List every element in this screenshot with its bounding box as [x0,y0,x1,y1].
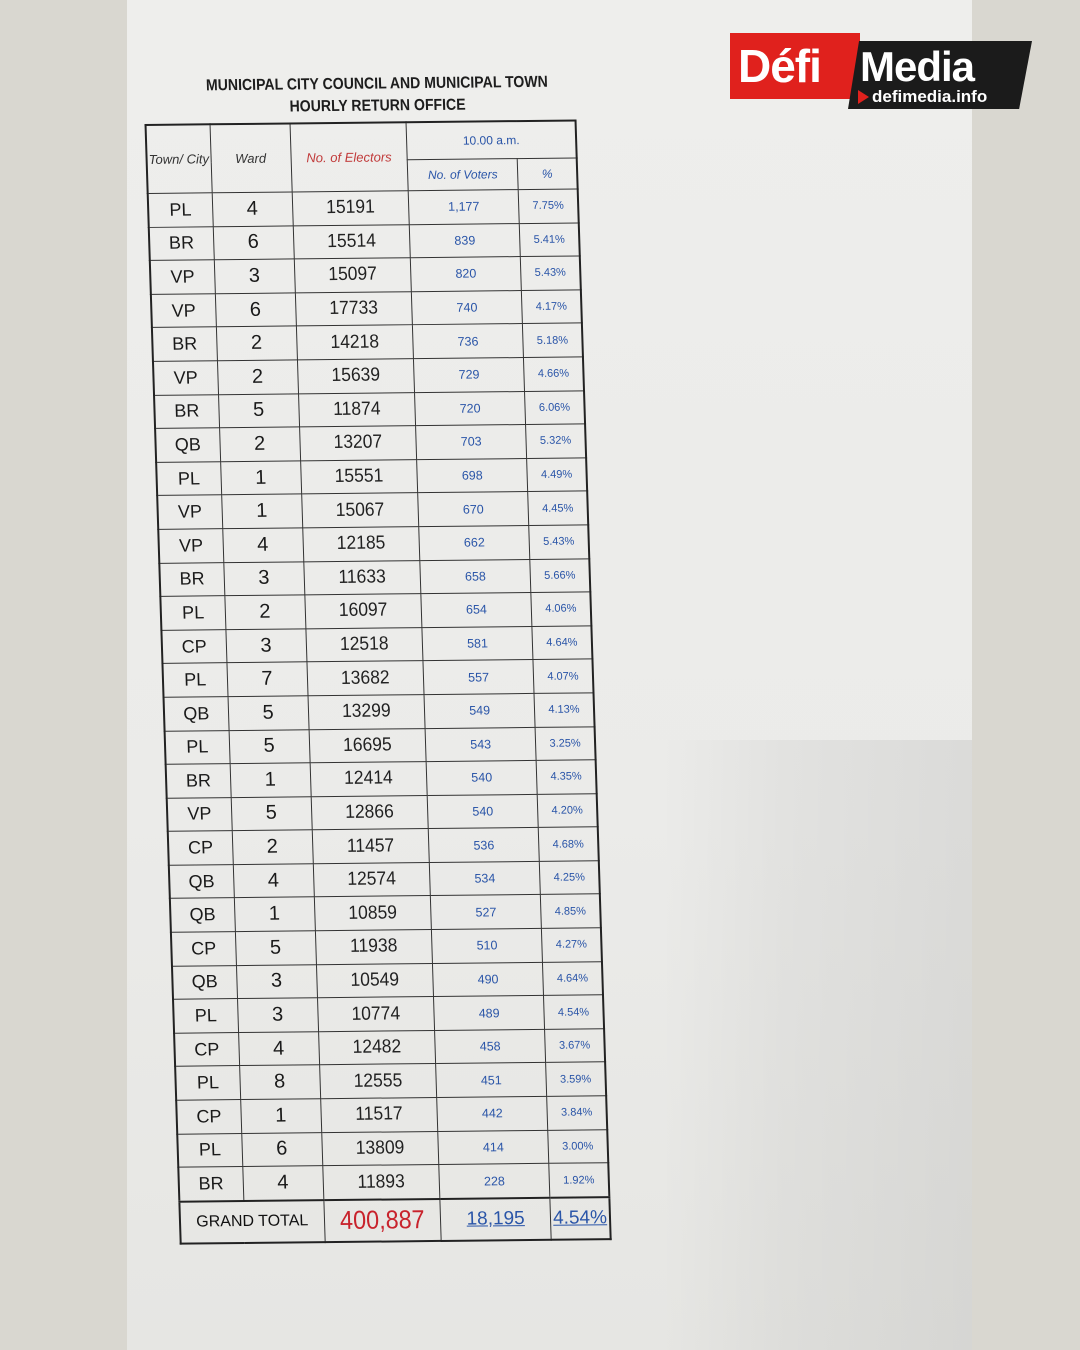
electors-cell: 13207 [304,426,412,461]
electors-cell: 15097 [299,258,407,293]
town-cell: VP [167,797,232,831]
voters-cell: 549 [424,693,535,728]
title-line-1: MUNICIPAL CITY COUNCIL AND MUNICIPAL TOWN [205,73,549,95]
town-cell: PL [177,1133,242,1167]
percent-cell: 4.66% [523,357,584,391]
logo-site: defimedia.info [872,87,988,106]
town-cell: BR [154,394,219,428]
percent-cell: 4.06% [531,592,592,626]
voters-cell: 581 [422,626,533,661]
percent-cell: 5.18% [522,323,583,357]
voters-cell: 557 [423,660,534,695]
town-cell: CP [176,1100,241,1134]
turnout-table [145,119,612,1244]
table-row [176,1096,607,1134]
town-cell: PL [173,999,238,1033]
ward-cell: 2 [232,830,313,864]
table-row [169,861,600,899]
ward-cell: 4 [238,1032,319,1066]
voters-cell: 458 [435,1029,546,1064]
table-row [153,357,584,395]
ward-cell: 6 [213,226,294,260]
percent-cell: 5.66% [530,558,591,592]
town-cell: VP [151,294,216,328]
table-row [178,1163,609,1202]
percent-cell: 3.59% [546,1062,607,1096]
electors-cell: 11938 [320,930,428,965]
table-row [165,726,596,764]
table-row [158,525,589,563]
percent-cell: 3.00% [548,1129,609,1163]
town-cell: PL [165,730,230,764]
electors-cell: 15551 [305,459,413,494]
electors-cell: 13299 [312,695,420,730]
table-row [151,290,582,328]
ward-cell: 6 [215,293,296,327]
voters-cell: 540 [427,794,538,829]
electors-cell: 12414 [314,762,422,797]
ward-cell: 4 [212,192,293,226]
town-cell: QB [172,965,237,999]
table-row [174,1029,605,1067]
electors-cell: 16695 [313,728,421,763]
ward-cell: 8 [239,1065,320,1099]
town-cell: VP [153,361,218,395]
voters-cell: 720 [415,391,526,426]
play-icon [858,90,869,104]
percent-cell: 5.32% [526,424,587,458]
ward-cell: 4 [233,864,314,898]
percent-cell: 4.13% [534,693,595,727]
voters-cell: 820 [411,257,522,292]
voters-cell: 490 [433,962,544,997]
percent-cell: 5.43% [520,256,581,290]
electors-cell: 10859 [319,896,427,931]
percent-cell: 4.49% [527,458,588,492]
ward-cell: 1 [230,763,311,797]
electors-cell: 12555 [324,1064,432,1099]
defimedia-logo [730,33,1032,109]
town-cell: PL [160,596,225,630]
electors-cell: 14218 [301,325,409,360]
electors-cell: 13682 [311,661,419,696]
town-cell: CP [168,831,233,865]
percent-cell: 4.25% [539,861,600,895]
voters-cell: 228 [439,1164,550,1199]
ward-cell: 1 [240,1099,321,1133]
voters-cell: 740 [412,290,523,325]
ward-cell: 5 [235,931,316,965]
hourly-return-document [143,71,612,1244]
town-cell: VP [158,529,223,563]
voters-cell: 534 [430,861,541,896]
percent-cell: 4.64% [542,961,603,995]
voters-cell: 670 [418,492,529,527]
ward-cell: 5 [231,796,312,830]
voters-cell: 489 [434,996,545,1031]
electors-cell: 12574 [318,862,426,897]
electors-cell: 12482 [323,1030,431,1065]
town-cell: QB [155,428,220,462]
table-row [150,256,581,294]
ward-cell: 3 [236,964,317,998]
percent-cell: 4.85% [540,894,601,928]
voters-cell: 442 [437,1096,548,1131]
grand-total-electors: 400,887 [329,1199,435,1242]
town-cell: BR [159,562,224,596]
electors-cell: 11633 [308,560,416,595]
voters-cell: 662 [419,525,530,560]
town-cell: CP [161,629,226,663]
percent-cell: 4.27% [541,928,602,962]
percent-cell: 4.20% [537,793,598,827]
voters-cell: 839 [409,223,520,258]
table-row [154,390,585,428]
ward-cell: 2 [216,326,297,360]
logo-word-media: Media [860,43,975,90]
town-cell: PL [162,663,227,697]
percent-cell: 4.68% [538,827,599,861]
voters-cell: 698 [417,458,528,493]
voters-cell: 527 [431,895,542,930]
town-cell: BR [149,226,214,260]
electors-cell: 15067 [306,493,414,528]
table-row [162,659,593,697]
percent-cell: 4.07% [533,659,594,693]
town-cell: QB [170,898,235,932]
voters-cell: 510 [432,928,543,963]
table-row [152,323,583,361]
town-cell: VP [157,495,222,529]
percent-cell: 7.75% [518,189,579,223]
percent-cell: 5.43% [529,525,590,559]
town-cell: BR [152,327,217,361]
header-electors: No. of Electors [290,122,409,192]
ward-cell: 3 [225,629,306,663]
percent-cell: 5.41% [519,223,580,257]
voters-cell: 414 [438,1130,549,1165]
percent-cell: 4.54% [544,995,605,1029]
logo-word-defi: Défi [738,40,821,92]
table-row [171,928,602,966]
percent-cell: 4.17% [521,290,582,324]
header-town: Town/ City [146,124,212,193]
electors-cell: 15514 [297,224,405,259]
paper-shadow [660,740,972,1350]
electors-cell: 11893 [327,1165,435,1200]
ward-cell: 3 [237,998,318,1032]
percent-cell: 3.67% [545,1029,606,1063]
electors-cell: 17733 [300,292,408,327]
electors-cell: 15191 [296,191,404,226]
ward-cell: 1 [220,461,301,495]
voters-cell: 543 [425,727,536,762]
percent-cell: 4.35% [536,760,597,794]
header-time: 10.00 a.m. [406,120,576,159]
table-row [156,458,587,496]
ward-cell: 4 [242,1166,323,1201]
percent-cell: 1.92% [549,1163,610,1198]
table-row [157,491,588,529]
percent-cell: 4.45% [528,491,589,525]
header-voters: No. of Voters [407,159,518,191]
voters-cell: 736 [413,324,524,359]
voters-cell: 1,177 [408,190,519,225]
grand-total-percent: 4.54% [550,1197,611,1240]
grand-total-row [179,1197,610,1243]
table-row [173,995,604,1033]
voters-cell: 451 [436,1063,547,1098]
voters-cell: 729 [414,358,525,393]
electors-cell: 11457 [316,829,424,864]
ward-cell: 2 [219,427,300,461]
title-line-2: HOURLY RETURN OFFICE [289,96,466,116]
town-cell: BR [166,764,231,798]
ward-cell: 5 [228,696,309,730]
voters-cell: 703 [416,425,527,460]
town-cell: PL [148,193,213,227]
table-row [167,793,598,831]
electors-cell: 11517 [325,1098,433,1133]
ward-cell: 2 [224,595,305,629]
table-row [172,961,603,999]
ward-cell: 1 [221,494,302,528]
ward-cell: 4 [222,528,303,562]
percent-cell: 6.06% [525,390,586,424]
ward-cell: 1 [234,897,315,931]
town-cell: PL [175,1066,240,1100]
ward-cell: 6 [241,1132,322,1166]
electors-cell: 12185 [307,527,415,562]
table-row [149,223,580,261]
table-row [148,189,579,227]
grand-total-voters: 18,195 [440,1198,551,1241]
town-cell: BR [178,1167,243,1202]
table-row [170,894,601,932]
electors-cell: 10774 [322,997,430,1032]
electors-cell: 15639 [302,359,410,394]
percent-cell: 4.64% [532,626,593,660]
electors-cell: 10549 [321,963,429,998]
percent-cell: 3.25% [535,726,596,760]
ward-cell: 5 [218,393,299,427]
voters-cell: 540 [426,761,537,796]
table-row [161,626,592,664]
table-row [159,558,590,596]
grand-total-label: GRAND TOTAL [179,1200,324,1243]
town-cell: QB [164,697,229,731]
electors-cell: 12518 [310,627,418,662]
ward-cell: 2 [217,360,298,394]
ward-cell: 3 [223,561,304,595]
table-row [175,1062,606,1100]
voters-cell: 536 [428,828,539,863]
town-cell: QB [169,864,234,898]
header-ward: Ward [210,123,292,192]
table-row [155,424,586,462]
town-cell: CP [171,932,236,966]
electors-cell: 11874 [303,392,411,427]
electors-cell: 13809 [326,1131,434,1166]
electors-cell: 16097 [309,594,417,629]
ward-cell: 3 [214,259,295,293]
table-row [164,693,595,731]
electors-cell: 12866 [315,795,423,830]
voters-cell: 658 [420,559,531,594]
table-row [168,827,599,865]
percent-cell: 3.84% [547,1096,608,1130]
table-row [166,760,597,798]
table-row [177,1129,608,1167]
voters-cell: 654 [421,593,532,628]
document-title [169,72,551,120]
table-row [160,592,591,630]
town-cell: VP [150,260,215,294]
ward-cell: 5 [229,729,310,763]
ward-cell: 7 [226,662,307,696]
town-cell: PL [156,461,221,495]
town-cell: CP [174,1032,239,1066]
header-percent: % [517,158,577,190]
